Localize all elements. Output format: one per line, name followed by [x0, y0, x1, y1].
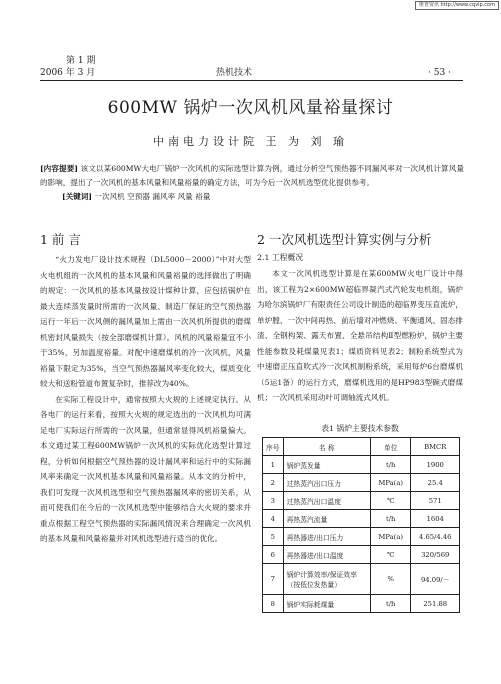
abstract-label: [内容提要] [40, 164, 79, 173]
section-2-body [257, 266, 463, 406]
boiler-parameters-table [262, 437, 460, 613]
table-cell: 4.65/4.46 [411, 528, 460, 546]
table-cell: 再热器进/出口压力 [283, 528, 370, 546]
table-cell: t/h [370, 456, 411, 474]
table-cell: 2 [263, 474, 284, 492]
section-1-body [40, 252, 251, 547]
keywords-list: 一次风机 空预器 漏风率 风量 裕量 [94, 192, 211, 201]
table-cell: 571 [411, 492, 460, 510]
table-cell: 25.4 [411, 474, 460, 492]
table-row [263, 492, 460, 510]
table-row [263, 546, 460, 564]
keywords-label: [关键词] [62, 192, 92, 201]
table-row [263, 528, 460, 546]
keywords-line [62, 190, 464, 204]
abstract-text [40, 162, 464, 190]
table-row [263, 474, 460, 492]
table-header-cell: 单位 [370, 438, 411, 456]
table-cell: 1 [263, 456, 284, 474]
table-cell: t/h [370, 510, 411, 528]
table-header-cell: BMCR [411, 438, 460, 456]
table-cell: t/h [370, 595, 411, 613]
issue-number: 第 1 期 [66, 56, 96, 66]
table-cell: 4 [263, 510, 284, 528]
journal-name: 热机技术 [216, 68, 253, 78]
article-title: 600MW 锅炉一次风机风量裕量探讨 [107, 98, 394, 118]
paragraph: “火力发电厂设计技术规程（DL5000－2000）”中对大型火电机组的一次风机的基本风量和风量裕量的选择做出了明确的规定：一次风机的基本风量按设计煤种计算，应包括锅炉在最大连续蒸发量时所需的一次风量、制造厂保证的空气预热器运行一年后一次风侧的漏风量加上需由一次风机所提供的磨煤机密封风量损失（按全部磨煤机计算）。风机的风量裕量宜不小于35%，另加温度裕量。对配中速磨煤机的冷一次风机，风量裕量下限定为35%，当空气预热器漏风率变化较大，煤质变化较大和送粉管道布置复杂时，推荐改为40%。 [40, 255, 251, 388]
table-cell: 锅炉实际耗煤量 [283, 595, 370, 613]
table-cell: 1900 [411, 456, 460, 474]
table-cell: % [370, 564, 411, 595]
table-row [263, 456, 460, 474]
table-cell: 1604 [411, 510, 460, 528]
table-cell: 3 [263, 492, 284, 510]
table-cell: MPa(a) [370, 474, 411, 492]
table-cell: 8 [263, 595, 284, 613]
table-row [263, 564, 460, 595]
table-cell: 94.09/－ [411, 564, 460, 595]
table-cell: 5 [263, 528, 284, 546]
table-header-cell: 名 称 [283, 438, 370, 456]
table-cell: 过热蒸汽出口压力 [283, 474, 370, 492]
table-cell: 6 [263, 546, 284, 564]
table-cell: ℃ [370, 546, 411, 564]
table-cell: 251.88 [411, 595, 460, 613]
issue-date: 2006 年 3 月 [40, 68, 96, 78]
table-cell: MPa(a) [370, 528, 411, 546]
table-cell: 320/569 [411, 546, 460, 564]
author-line: 中南电力设计院 王 为 刘 瑜 [153, 135, 348, 148]
table-header-row [263, 438, 460, 456]
section-1-heading: 1 前 言 [40, 232, 81, 247]
section-2-heading: 2 一次风机选型计算实例与分析 [257, 232, 432, 247]
abstract-body: 该文以某600MW大电厂锅炉一次风机的实际选型计算为例，通过分析空气预热器不同漏风率对一次风机计算风量的影响，提出了一次风机的基本风量和风量裕量的确定方法，可为今后一次风机选型优化提供参考。 [40, 164, 465, 187]
table-cell: 锅炉计算效率/保证效率（按低位发热量） [283, 564, 370, 595]
header-rule [40, 80, 463, 81]
table-header-cell: 序号 [263, 438, 284, 456]
table-cell: 再热蒸汽流量 [283, 510, 370, 528]
table-cell: 锅炉蒸发量 [283, 456, 370, 474]
paragraph: 在实际工程设计中，通常按照大火规的上述规定执行。从各电厂的运行来看，按照大火规的规定选出的一次风机均可满足电厂实际运行所需的一次风量，但通常显得风机裕量偏大。本文通过某工程600MW锅炉一次风机的实际优化选型计算过程，分析如何根据空气预热器的设计漏风率和运行中的实际漏风率来确定一次风机基本风量和风量裕量。从本文的分析中，我们可发现一次风机选型和空气预热器漏风率的密切关系，从而可使我们在今后的一次风机选型中能够结合大火规的要求并重点根据工程空气预热器的实际漏风情况来合理确定一次风机的基本风量和风量裕量并对风机选型进行适当的优化。 [40, 394, 251, 543]
table-cell: 7 [263, 564, 284, 595]
paragraph: 本文一次风机选型计算是在某600MW火电厂设计中得出，该工程为2×600MW超临界凝汽式汽轮发电机组，锅炉为哈尔滨锅炉厂有限责任公司设计制造的超临界变压直流炉，单炉膛、一次中间再热、前后墙对冲燃烧、平衡通风、固态排渣、全钢构架、露天布置、全悬吊结构Ⅱ型燃粉炉，锅炉主要性能参数及耗煤量见表1；煤质资料见表2；制粉系统型式为中速磨正压直吹式冷一次风机制粉系统，采用每炉6台磨煤机（5运1备）的运行方式，磨煤机选用的是HP983型碗式磨煤机；一次风机采用动叶可调轴流式风机。 [257, 269, 463, 402]
table-cell: ℃ [370, 492, 411, 510]
table-cell: 再热器进/出口温度 [283, 546, 370, 564]
table-caption: 表1 锅炉主要技术参数 [321, 424, 399, 433]
abstract-block [40, 162, 464, 204]
table-cell: 过热蒸汽出口温度 [283, 492, 370, 510]
subsection-2-1-heading: 2.1 工程概况 [257, 253, 304, 262]
table-row [263, 510, 460, 528]
table-row [263, 595, 460, 613]
source-watermark: 维普资讯 http://www.cqvip.com [415, 1, 499, 10]
page-number: · 53 · [428, 68, 451, 78]
